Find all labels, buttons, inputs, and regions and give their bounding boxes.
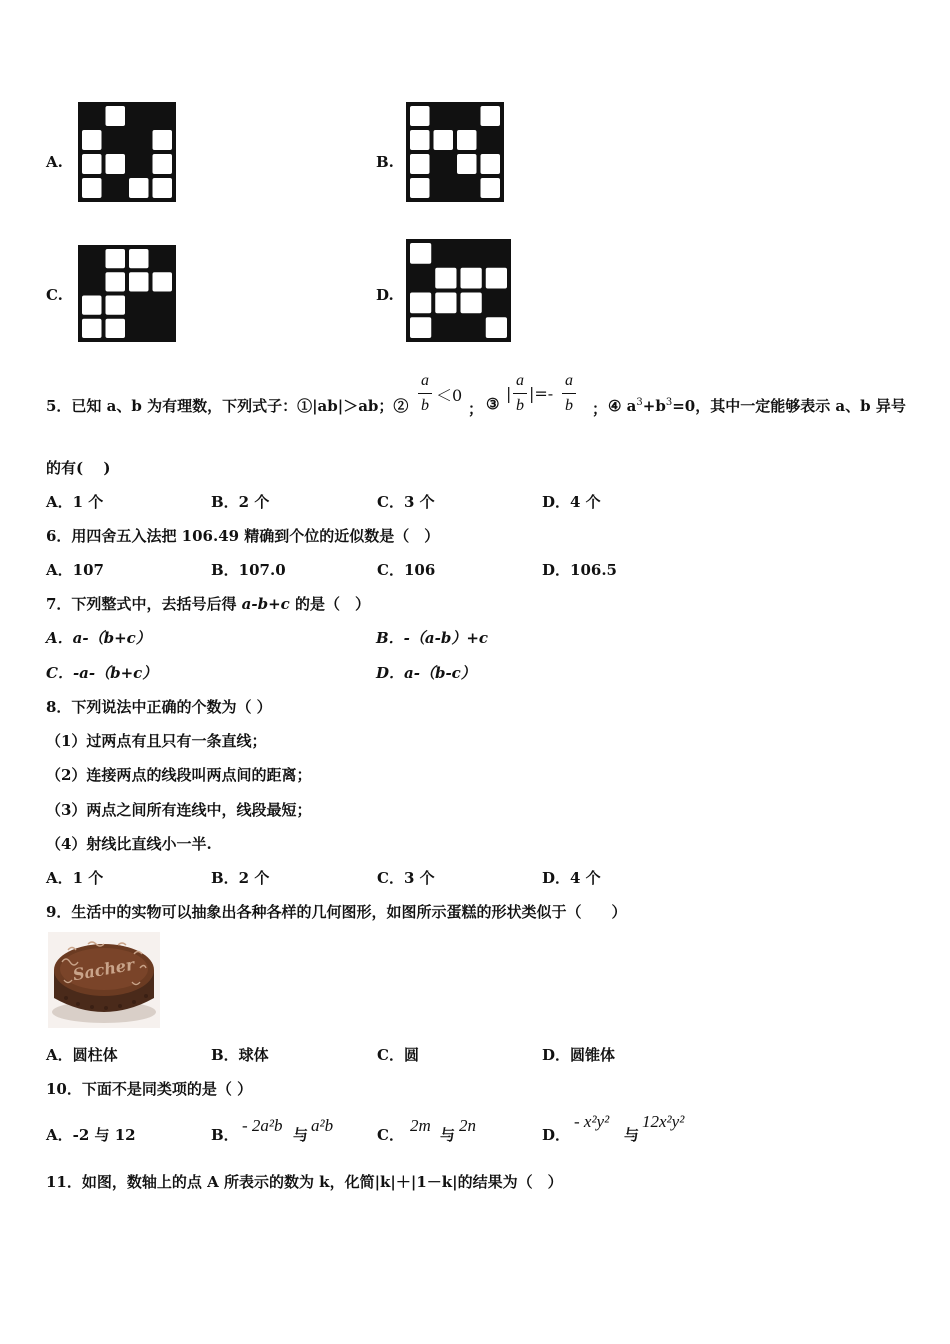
grid-cell-white bbox=[410, 154, 430, 174]
q6-stem: 6．用四舍五入法把 106.49 精确到个位的近似数是（ ） bbox=[46, 527, 440, 545]
grid-cell-white bbox=[153, 178, 173, 198]
q10-option-b-with: 与 bbox=[293, 1126, 309, 1144]
q5-stem-line2: 的有( ) bbox=[46, 459, 111, 477]
grid-cell-white bbox=[461, 293, 482, 314]
cake-image bbox=[48, 932, 160, 1028]
grid-cell-white bbox=[106, 319, 126, 338]
q5-option-d[interactable]: D．4 个 bbox=[542, 493, 601, 511]
grid-cell-white bbox=[457, 154, 477, 174]
q7-option-a[interactable]: A．a-（b+c） bbox=[46, 629, 151, 647]
q5-frac2-den: b bbox=[516, 397, 524, 414]
grid-cell-white bbox=[129, 249, 149, 268]
q5-frac3-line bbox=[562, 393, 576, 394]
q10-option-c[interactable]: C． bbox=[377, 1126, 404, 1144]
grid-cell-white bbox=[410, 130, 430, 150]
q8-option-c[interactable]: C．3 个 bbox=[377, 869, 435, 887]
grid-cell-white bbox=[481, 154, 501, 174]
q9-option-d[interactable]: D．圆锥体 bbox=[542, 1046, 616, 1064]
q10-option-b-expr1: - 2a²b bbox=[242, 1116, 283, 1135]
q10-option-b[interactable]: B． bbox=[211, 1126, 239, 1144]
q10-option-a[interactable]: A．-2 与 12 bbox=[46, 1126, 136, 1144]
q9-option-c[interactable]: C．圆 bbox=[377, 1046, 419, 1064]
grid-cell-white bbox=[106, 106, 126, 126]
grid-cell-white bbox=[82, 178, 102, 198]
grid-cell-white bbox=[434, 130, 454, 150]
q5-lt0: ＜0 bbox=[436, 386, 463, 405]
q6-option-d[interactable]: D．106.5 bbox=[542, 561, 617, 579]
q4-option-d-label: D. bbox=[376, 286, 394, 304]
q10-option-b-expr2: a²b bbox=[311, 1116, 334, 1135]
q8-option-b[interactable]: B．2 个 bbox=[211, 869, 270, 887]
grid-cell-white bbox=[153, 272, 173, 291]
grid-cell-white bbox=[481, 106, 501, 126]
q8-item-3: （3）两点之间所有连线中，线段最短； bbox=[46, 801, 312, 819]
q10-option-c-with: 与 bbox=[440, 1126, 456, 1144]
q5-frac3-den: b bbox=[565, 397, 573, 414]
q8-stem: 8．下列说法中正确的个数为（ ） bbox=[46, 698, 272, 716]
q5-item4: ④ $a^3+b^3=0$，其中一定能够表示 a、b 异号 bbox=[608, 397, 906, 415]
grid-cell-white bbox=[153, 130, 173, 150]
q5-option-a[interactable]: A．1 个 bbox=[46, 493, 104, 511]
grid-cell-white bbox=[153, 154, 173, 174]
grid-cell-white bbox=[435, 268, 456, 289]
q8-option-a[interactable]: A．1 个 bbox=[46, 869, 104, 887]
cake-text: Sacher bbox=[71, 954, 136, 985]
q5-frac3-num: a bbox=[565, 372, 573, 389]
q9-stem: 9．生活中的实物可以抽象出各种各样的几何图形，如图所示蛋糕的形状类似于（ ） bbox=[46, 903, 627, 921]
q5-option-c[interactable]: C．3 个 bbox=[377, 493, 435, 511]
q10-option-c-expr2: 2n bbox=[459, 1116, 476, 1135]
q4-option-a-grid[interactable] bbox=[78, 102, 176, 202]
q7-option-b[interactable]: B．-（a-b）+c bbox=[376, 629, 489, 647]
grid-cell-white bbox=[106, 272, 126, 291]
q8-item-4: （4）射线比直线小一半. bbox=[46, 835, 212, 853]
q9-option-b[interactable]: B．球体 bbox=[211, 1046, 269, 1064]
q6-option-c[interactable]: C．106 bbox=[377, 561, 436, 579]
q10-option-c-expr1: 2m bbox=[410, 1116, 431, 1135]
grid-cell-white bbox=[457, 130, 477, 150]
grid-cell-white bbox=[461, 268, 482, 289]
q8-option-d[interactable]: D．4 个 bbox=[542, 869, 601, 887]
q11-stem: 11．如图，数轴上的点 A 所表示的数为 k，化简|k|＋|1－k|的结果为（ ） bbox=[46, 1173, 563, 1191]
q5-frac2-num: a bbox=[516, 372, 524, 389]
q5-abs-left: | bbox=[506, 384, 512, 403]
grid-cell-white bbox=[129, 178, 149, 198]
grid-cell-white bbox=[106, 154, 126, 174]
q5-sep: ； bbox=[468, 400, 484, 418]
q5-frac-line bbox=[418, 393, 432, 394]
q6-option-a[interactable]: A．107 bbox=[46, 561, 104, 579]
grid-cell-white bbox=[410, 243, 431, 264]
q4-option-c-grid[interactable] bbox=[78, 245, 176, 342]
grid-cell-white bbox=[129, 272, 149, 291]
q5-sep2: ； bbox=[592, 400, 608, 418]
q5-stem-prefix: 5．已知 a、b 为有理数，下列式子：①|ab|＞ab；② bbox=[46, 397, 409, 415]
grid-cell-white bbox=[481, 178, 501, 198]
q5-frac2-line bbox=[513, 393, 527, 394]
q10-stem: 10．下面不是同类项的是（ ） bbox=[46, 1080, 253, 1098]
q4-option-d-grid[interactable] bbox=[406, 239, 511, 342]
grid-cell-white bbox=[410, 317, 431, 338]
q5-frac-num: a bbox=[421, 372, 429, 389]
q8-item-1: （1）过两点有且只有一条直线； bbox=[46, 732, 267, 750]
grid-cell-white bbox=[106, 249, 126, 268]
q8-item-2: （2）连接两点的线段叫两点间的距离； bbox=[46, 766, 312, 784]
grid-cell-white bbox=[106, 296, 126, 315]
q9-option-a[interactable]: A．圆柱体 bbox=[46, 1046, 118, 1064]
grid-cell-white bbox=[410, 293, 431, 314]
grid-cell-white bbox=[486, 268, 507, 289]
grid-cell-white bbox=[410, 106, 430, 126]
grid-cell-white bbox=[82, 154, 102, 174]
q7-option-c[interactable]: C．-a-（b+c） bbox=[46, 664, 158, 682]
q5-frac-den: b bbox=[421, 397, 429, 414]
grid-cell-white bbox=[82, 130, 102, 150]
q7-option-d[interactable]: D．a-（b-c） bbox=[376, 664, 476, 682]
q4-option-c-label: C. bbox=[46, 286, 63, 304]
q4-option-b-label: B. bbox=[376, 153, 394, 171]
q10-option-d-expr1: - x²y² bbox=[574, 1112, 610, 1131]
q5-circle3: ③ bbox=[486, 395, 500, 413]
q7-stem: 7．下列整式中，去括号后得 a-b+c 的是（ ） bbox=[46, 595, 371, 613]
q10-option-d-with: 与 bbox=[624, 1126, 640, 1144]
q5-option-b[interactable]: B．2 个 bbox=[211, 493, 270, 511]
q6-option-b[interactable]: B．107.0 bbox=[211, 561, 286, 579]
grid-cell-white bbox=[486, 317, 507, 338]
grid-cell-white bbox=[410, 178, 430, 198]
q4-option-a-label: A. bbox=[46, 153, 63, 171]
q10-option-d-expr2: 12x²y² bbox=[642, 1112, 685, 1131]
q5-abs-right: |=- bbox=[529, 384, 554, 403]
q4-option-b-grid[interactable] bbox=[406, 102, 504, 202]
grid-cell-white bbox=[82, 319, 102, 338]
grid-cell-white bbox=[435, 293, 456, 314]
grid-cell-white bbox=[82, 296, 102, 315]
q10-option-d[interactable]: D． bbox=[542, 1126, 571, 1144]
